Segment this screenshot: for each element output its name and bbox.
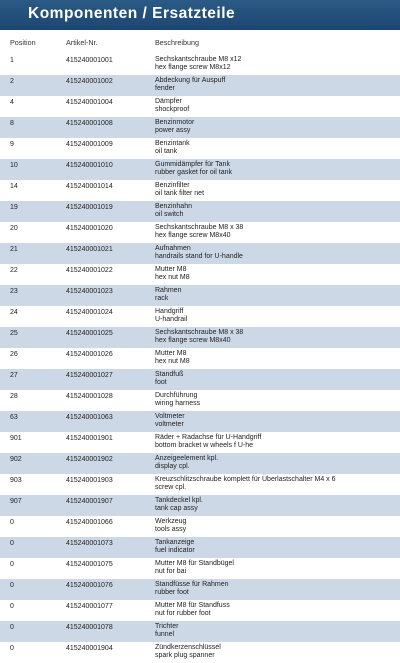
table-row: [0, 411, 400, 432]
description-english: hex nut M8: [155, 358, 190, 366]
position-cell: 19: [10, 204, 18, 211]
position-cell: 0: [10, 624, 14, 631]
description-english: fuel indicator: [155, 547, 195, 555]
parts-table: [0, 38, 400, 663]
description-cell: [155, 77, 225, 94]
article-number-cell: 415240001901: [66, 435, 113, 442]
description-german: Werkzeug: [155, 518, 187, 525]
article-number-cell: 415240001066: [66, 519, 113, 526]
description-english: wiring harness: [155, 400, 201, 408]
description-english: hex nut M8: [155, 274, 190, 282]
article-number-cell: 415240001022: [66, 267, 113, 274]
description-english: rubber foot: [155, 589, 189, 597]
description-cell: [155, 539, 195, 556]
table-row: [0, 327, 400, 348]
description-cell: [155, 329, 243, 346]
description-english: nut for bai: [155, 568, 187, 576]
article-number-cell: 415240001024: [66, 309, 113, 316]
description-german: Sechskantschraube M8 x 38: [155, 329, 244, 336]
description-english: hex flange screw M8x40: [155, 337, 231, 345]
description-english: screw cpl.: [155, 484, 187, 492]
table-row: [0, 222, 400, 243]
description-cell: [155, 287, 181, 304]
article-number-cell: 415240001019: [66, 204, 113, 211]
article-number-cell: 415240001904: [66, 645, 113, 652]
table-row: [0, 369, 400, 390]
article-number-cell: 415240001002: [66, 78, 113, 85]
description-german: Gummidämpfer für Tank: [155, 161, 230, 168]
description-cell: [155, 392, 200, 409]
description-german: Mutter M8: [155, 266, 187, 273]
position-cell: 4: [10, 99, 14, 106]
article-number-cell: 415240001021: [66, 246, 113, 253]
table-row: [0, 285, 400, 306]
description-german: Benzinfilter: [155, 182, 190, 189]
description-german: Benzinhahn: [155, 203, 192, 210]
description-german: Mutter M8 für Standfuss: [155, 602, 230, 609]
position-cell: 9: [10, 141, 14, 148]
description-cell: [155, 161, 232, 178]
table-row: [0, 621, 400, 642]
description-cell: [155, 350, 190, 367]
description-german: Räder + Radachse für U-Handgriff: [155, 434, 262, 441]
description-german: Standfüsse für Rahmen: [155, 581, 229, 588]
description-german: Dämpfer: [155, 98, 182, 105]
description-german: Standfuß: [155, 371, 184, 378]
table-row: [0, 96, 400, 117]
position-cell: 28: [10, 393, 18, 400]
description-cell: [155, 497, 203, 514]
description-english: oil switch: [155, 211, 184, 219]
description-german: Voltmeter: [155, 413, 185, 420]
article-number-cell: 415240001020: [66, 225, 113, 232]
article-number-cell: 415240001075: [66, 561, 113, 568]
position-cell: 2: [10, 78, 14, 85]
description-english: power assy: [155, 127, 191, 135]
article-number-cell: 415240001023: [66, 288, 113, 295]
page-title: Komponenten / Ersatzteile: [28, 5, 236, 22]
table-row: [0, 159, 400, 180]
article-number-cell: 415240001010: [66, 162, 113, 169]
table-row: [0, 642, 400, 663]
table-row: [0, 138, 400, 159]
table-body: [0, 54, 400, 663]
description-cell: [155, 455, 218, 472]
description-german: Tankdeckel kpl.: [155, 497, 203, 504]
article-number-cell: 415240001902: [66, 456, 113, 463]
position-cell: 903: [10, 477, 22, 484]
article-number-cell: 415240001004: [66, 99, 113, 106]
description-german: Trichter: [155, 623, 179, 630]
description-cell: [155, 623, 178, 640]
description-english: handrails stand for U-handle: [155, 253, 243, 261]
position-cell: 10: [10, 162, 18, 169]
table-row: [0, 432, 400, 453]
position-cell: 0: [10, 645, 14, 652]
description-english: rubber gasket for oil tank: [155, 169, 233, 177]
article-number-cell: 415240001026: [66, 351, 113, 358]
description-german: Tankanzeige: [155, 539, 195, 546]
description-cell: [155, 476, 336, 493]
article-number-cell: 415240001028: [66, 393, 113, 400]
position-cell: 26: [10, 351, 18, 358]
description-cell: [155, 182, 204, 199]
position-cell: 901: [10, 435, 22, 442]
description-cell: [155, 434, 261, 451]
description-german: Sechskantschraube M8 x 38: [155, 224, 244, 231]
table-row: [0, 75, 400, 96]
table-row: [0, 558, 400, 579]
description-cell: [155, 266, 190, 283]
table-row: [0, 348, 400, 369]
position-cell: 63: [10, 414, 18, 421]
position-cell: 902: [10, 456, 22, 463]
table-row: [0, 180, 400, 201]
position-cell: 25: [10, 330, 18, 337]
description-german: Zündkerzenschlüssel: [155, 644, 221, 651]
article-number-cell: 415240001077: [66, 603, 113, 610]
description-german: Mutter M8: [155, 350, 187, 357]
col-description-header: Beschreibung: [155, 38, 199, 47]
table-row: [0, 243, 400, 264]
description-english: funnel: [155, 631, 175, 639]
article-number-cell: 415240001903: [66, 477, 113, 484]
table-row: [0, 201, 400, 222]
table-row: [0, 474, 400, 495]
table-row: [0, 495, 400, 516]
article-number-cell: 415240001014: [66, 183, 113, 190]
description-english: oil tank: [155, 148, 178, 156]
position-cell: 907: [10, 498, 22, 505]
description-english: shockproof: [155, 106, 190, 114]
description-cell: [155, 140, 190, 157]
description-german: Rahmen: [155, 287, 182, 294]
description-cell: [155, 644, 221, 661]
table-row: [0, 516, 400, 537]
description-english: bottom bracket w wheels f U-he: [155, 442, 254, 450]
position-cell: 0: [10, 603, 14, 610]
article-number-cell: 415240001076: [66, 582, 113, 589]
description-cell: [155, 518, 186, 535]
position-cell: 27: [10, 372, 18, 379]
position-cell: 14: [10, 183, 18, 190]
article-number-cell: 415240001001: [66, 57, 113, 64]
description-german: Aufnahmen: [155, 245, 191, 252]
article-number-cell: 415240001078: [66, 624, 113, 631]
article-number-cell: 415240001063: [66, 414, 113, 421]
position-cell: 23: [10, 288, 18, 295]
description-german: Mutter M8 für Standbügel: [155, 560, 234, 567]
position-cell: 22: [10, 267, 18, 274]
description-english: tools assy: [155, 526, 187, 534]
description-english: spark plug spanner: [155, 652, 215, 660]
table-row: [0, 117, 400, 138]
position-cell: 24: [10, 309, 18, 316]
description-german: Handgriff: [155, 308, 184, 315]
table-row: [0, 453, 400, 474]
description-english: hex flange screw M8x12: [155, 64, 231, 72]
table-row: [0, 579, 400, 600]
table-row: [0, 264, 400, 285]
position-cell: 20: [10, 225, 18, 232]
article-number-cell: 415240001009: [66, 141, 113, 148]
description-cell: [155, 602, 230, 619]
description-cell: [155, 245, 243, 262]
description-german: Benzinmotor: [155, 119, 195, 126]
article-number-cell: 415240001008: [66, 120, 113, 127]
col-position-header: Position: [10, 38, 36, 47]
description-english: oil tank filter net: [155, 190, 205, 198]
article-number-cell: 415240001025: [66, 330, 113, 337]
description-english: hex flange screw M8x40: [155, 232, 231, 240]
description-english: display cpl.: [155, 463, 190, 471]
article-number-cell: 415240001073: [66, 540, 113, 547]
table-header: [0, 38, 400, 54]
description-cell: [155, 56, 241, 73]
description-cell: [155, 224, 243, 241]
position-cell: 0: [10, 519, 14, 526]
article-number-cell: 415240001027: [66, 372, 113, 379]
description-english: foot: [155, 379, 167, 387]
description-english: tank cap assy: [155, 505, 198, 513]
description-cell: [155, 98, 189, 115]
position-cell: 0: [10, 540, 14, 547]
description-german: Sechskantschraube M8 x12: [155, 56, 242, 63]
description-cell: [155, 560, 234, 577]
description-cell: [155, 371, 183, 388]
description-english: rack: [155, 295, 169, 303]
description-cell: [155, 203, 192, 220]
description-english: U-handrail: [155, 316, 188, 324]
position-cell: 0: [10, 561, 14, 568]
description-english: nut for rubber foot: [155, 610, 211, 618]
col-article-header: Artikel-Nr.: [66, 38, 98, 47]
description-german: Durchführung: [155, 392, 198, 399]
description-cell: [155, 308, 187, 325]
position-cell: 8: [10, 120, 14, 127]
table-row: [0, 54, 400, 75]
table-row: [0, 600, 400, 621]
description-cell: [155, 413, 185, 430]
position-cell: 21: [10, 246, 18, 253]
description-german: Benzintank: [155, 140, 190, 147]
title-bar: [0, 0, 400, 30]
description-cell: [155, 119, 194, 136]
description-german: Kreuzschlitzschraube komplett für Überlastschalter M4 x 6: [155, 476, 336, 483]
description-german: Abdeckung für Auspuff: [155, 77, 226, 84]
table-row: [0, 537, 400, 558]
description-german: Anzeigeelement kpl.: [155, 455, 219, 462]
table-row: [0, 306, 400, 327]
description-english: voltmeter: [155, 421, 184, 429]
description-cell: [155, 581, 229, 598]
description-english: fender: [155, 85, 175, 93]
position-cell: 0: [10, 582, 14, 589]
table-row: [0, 390, 400, 411]
article-number-cell: 415240001907: [66, 498, 113, 505]
position-cell: 1: [10, 57, 14, 64]
